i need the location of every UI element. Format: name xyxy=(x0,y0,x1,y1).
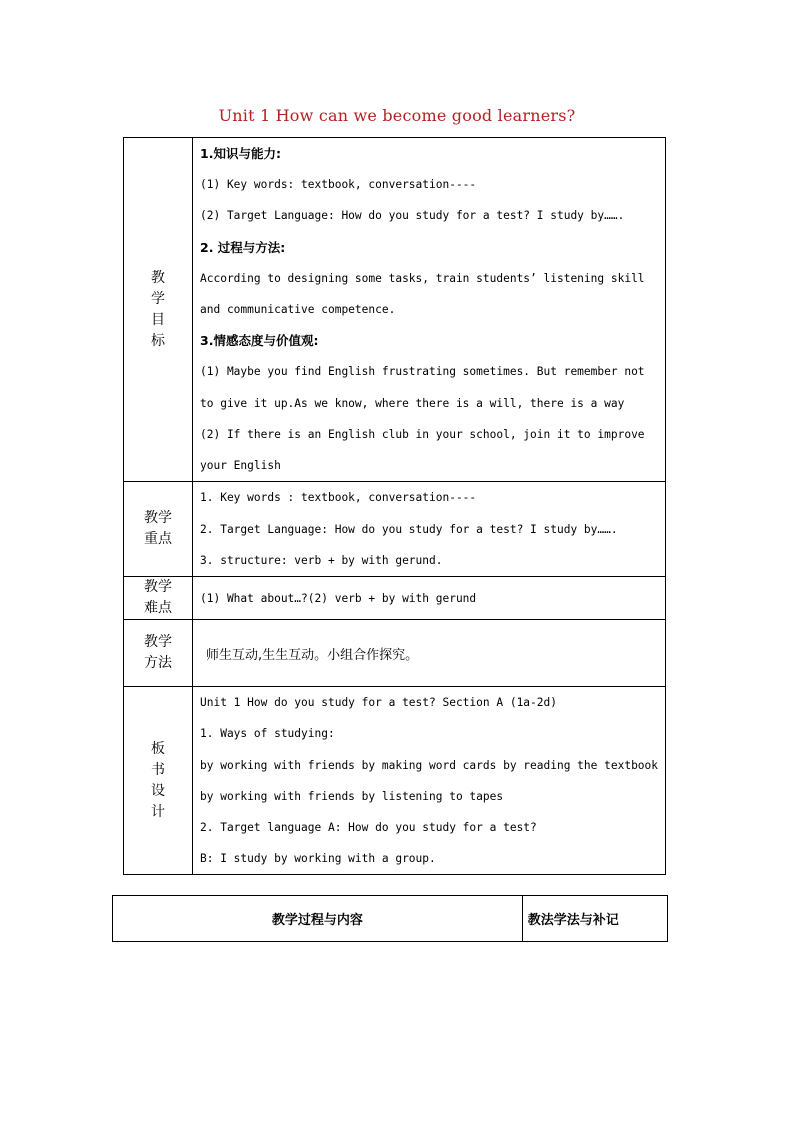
blackboard-line: B: I study by working with a group. xyxy=(200,852,436,866)
objectives-label: 教 学 目 标 xyxy=(124,138,193,482)
methods-label: 教学 方法 xyxy=(124,620,193,687)
methods-line: 师生互动,生生互动。小组合作探究。 xyxy=(206,647,419,663)
page-title: Unit 1 How can we become good learners? xyxy=(218,106,576,125)
key-points-label: 教学 重点 xyxy=(124,482,193,577)
blackboard-line: by working with friends by making word cards by reading the textbook xyxy=(200,758,659,772)
key-points-content xyxy=(193,482,666,577)
key-points-row xyxy=(124,482,666,577)
objectives-line: and communicative competence. xyxy=(200,303,396,317)
objectives-row xyxy=(124,138,666,482)
objectives-line: (1) Maybe you find English frustrating sometimes. But remember not xyxy=(200,365,645,379)
objectives-line: your English xyxy=(200,459,281,473)
objectives-line: (1) Key words: textbook, conversation---- xyxy=(200,178,477,192)
blackboard-line: 2. Target language A: How do you study for a test? xyxy=(200,821,537,835)
objectives-heading-2: 2. 过程与方法: xyxy=(200,239,286,255)
blackboard-label: 板 书 设 计 xyxy=(124,687,193,875)
difficulties-row xyxy=(124,577,666,620)
blackboard-line: Unit 1 How do you study for a test? Section A (1a-2d) xyxy=(200,696,557,710)
objectives-heading-1: 1.知识与能力: xyxy=(200,146,281,161)
blackboard-line: by working with friends by listening to tapes xyxy=(200,789,504,803)
key-points-line: 1. Key words : textbook, conversation---- xyxy=(200,491,477,505)
process-content-header: 教学过程与内容 xyxy=(113,896,523,942)
blackboard-row xyxy=(124,687,666,875)
methods-content xyxy=(193,620,666,687)
objectives-line: According to designing some tasks, train students’ listening skill xyxy=(200,271,645,285)
objectives-heading-3: 3.情感态度与价值观: xyxy=(200,333,319,349)
difficulties-label: 教学 难点 xyxy=(124,577,193,620)
process-notes-header: 教法学法与补记 xyxy=(522,896,667,942)
objectives-line: (2) If there is an English club in your school, join it to improve xyxy=(200,427,645,441)
difficulties-line: (1) What about…?(2) verb + by with gerund xyxy=(200,591,477,605)
objectives-line: to give it up.As we know, where there is a will, there is a way xyxy=(200,396,625,410)
objectives-line: (2) Target Language: How do you study for a test? I study by……. xyxy=(200,209,625,223)
blackboard-line: 1. Ways of studying: xyxy=(200,727,335,741)
lesson-plan-table xyxy=(123,137,666,875)
key-points-line: 2. Target Language: How do you study for a test? I study by……. xyxy=(200,522,618,536)
process-header-row xyxy=(113,896,668,942)
key-points-line: 3. structure: verb + by with gerund. xyxy=(200,553,443,567)
difficulties-content xyxy=(193,577,666,620)
methods-row xyxy=(124,620,666,687)
objectives-content xyxy=(193,138,666,482)
blackboard-content xyxy=(193,687,666,875)
process-table xyxy=(112,895,668,942)
